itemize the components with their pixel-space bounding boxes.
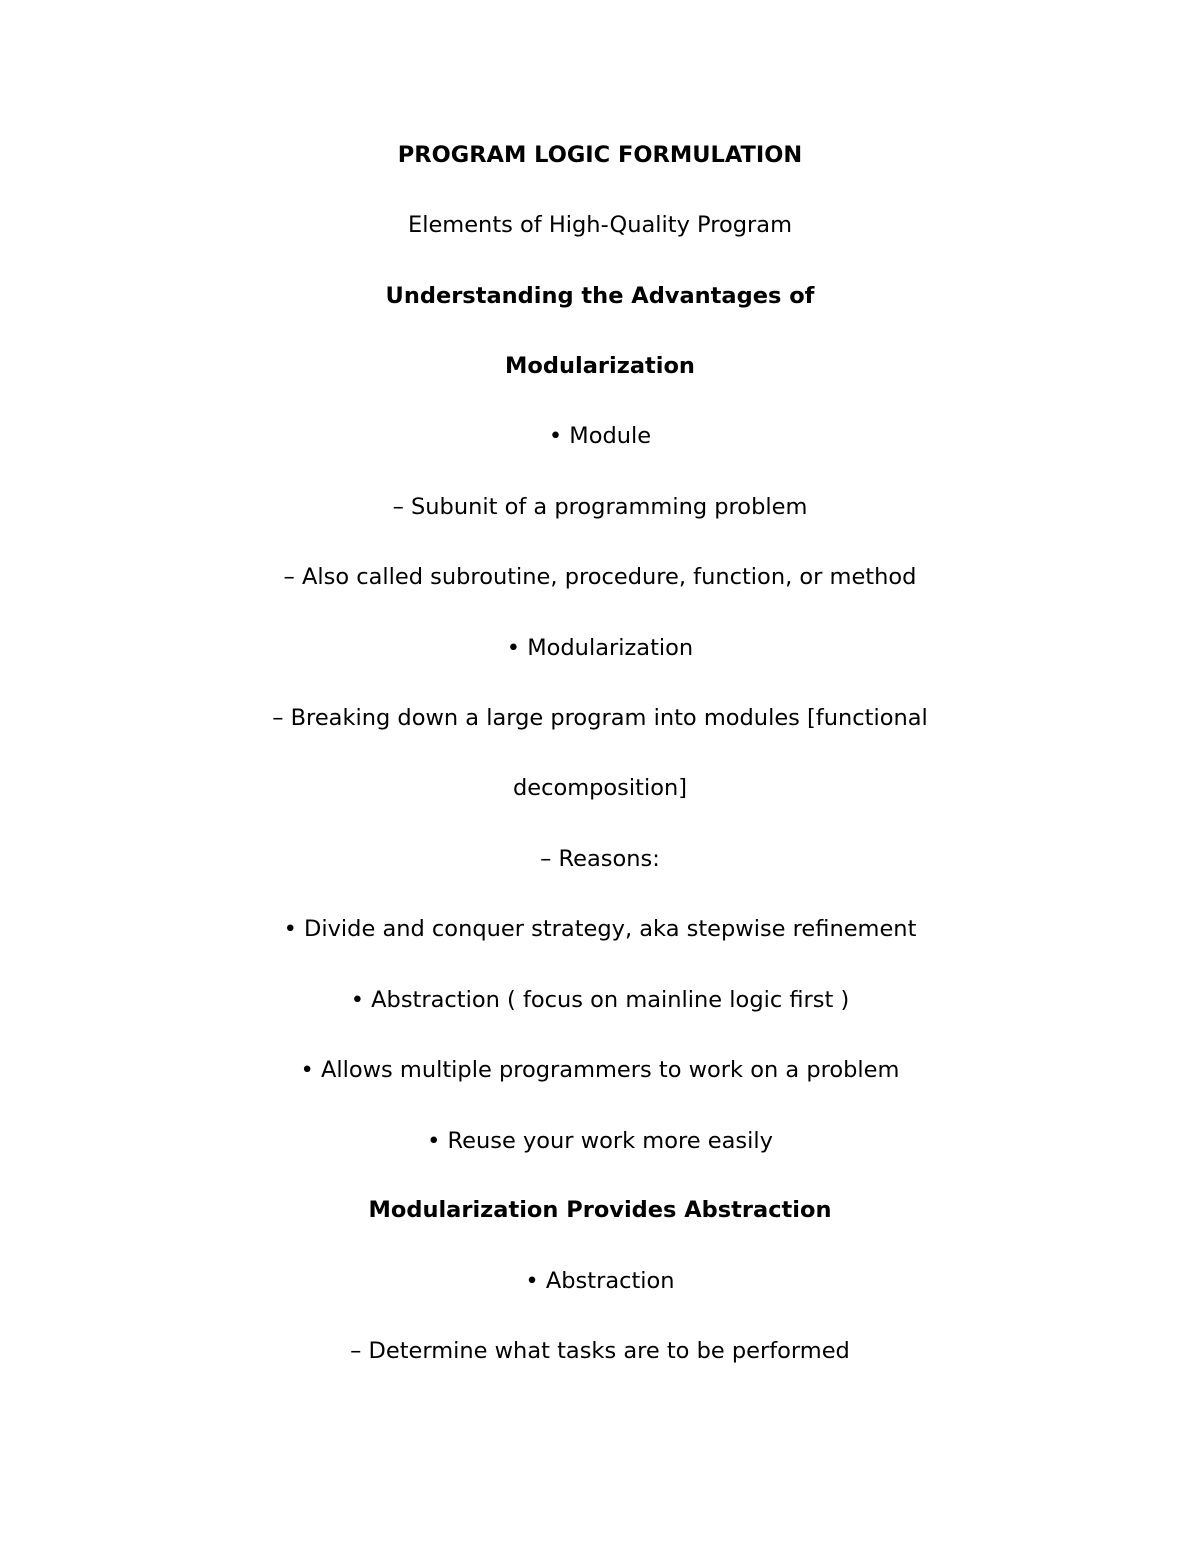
bullet-line: – Determine what tasks are to be performed bbox=[350, 1338, 850, 1364]
bullet-line: • Abstraction ( focus on mainline logic first ) bbox=[350, 987, 850, 1013]
bullet-line: – Breaking down a large program into modules [functional bbox=[272, 705, 928, 731]
bullet-line: decomposition] bbox=[512, 775, 688, 801]
document-title: PROGRAM LOGIC FORMULATION bbox=[397, 142, 803, 168]
section-heading-2: Modularization Provides Abstraction bbox=[368, 1197, 832, 1223]
bullet-line: • Modularization bbox=[506, 635, 694, 661]
document-subtitle: Elements of High-Quality Program bbox=[407, 212, 792, 238]
bullet-line: – Reasons: bbox=[540, 846, 660, 872]
bullet-line: • Module bbox=[548, 423, 652, 449]
bullet-line: • Reuse your work more easily bbox=[427, 1128, 773, 1154]
bullet-line: • Allows multiple programmers to work on a problem bbox=[300, 1057, 900, 1083]
bullet-line: – Subunit of a programming problem bbox=[392, 494, 808, 520]
bullet-line: • Divide and conquer strategy, aka stepwise refinement bbox=[283, 916, 917, 942]
section-heading-line2: Modularization bbox=[505, 353, 695, 379]
section-heading-line1: Understanding the Advantages of bbox=[385, 283, 815, 309]
bullet-line: – Also called subroutine, procedure, function, or method bbox=[283, 564, 917, 590]
bullet-line: • Abstraction bbox=[525, 1268, 675, 1294]
